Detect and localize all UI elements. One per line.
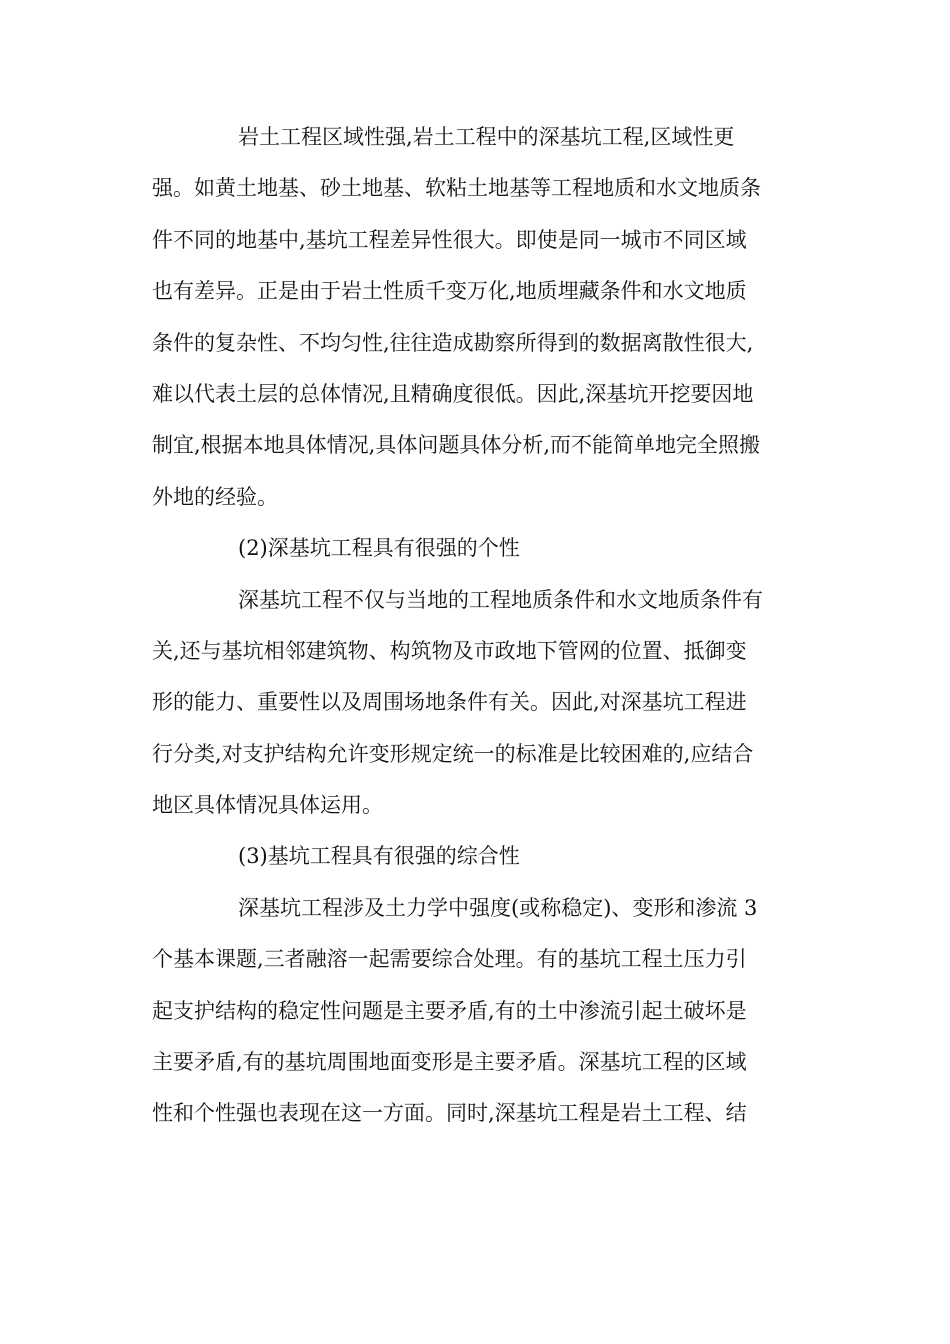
paragraph-line: 个基本课题,三者融溶一起需要综合处理。有的基坑工程土压力引: [152, 947, 747, 972]
paragraph-line: 深基坑工程涉及土力学中强度(或称稳定)、变形和渗流 3: [238, 895, 758, 920]
paragraph-line: 岩土工程区域性强,岩土工程中的深基坑工程,区域性更: [238, 125, 735, 149]
paragraph-line: 地区具体情况具体运用。: [152, 793, 383, 818]
paragraph-line: 也有差异。正是由于岩土性质千变万化,地质埋藏条件和水文地质: [152, 279, 747, 304]
paragraph-line: 强。如黄土地基、砂土地基、软粘土地基等工程地质和水文地质条: [152, 176, 761, 201]
paragraph-line: 条件的复杂性、不均匀性,往往造成勘察所得到的数据离散性很大,: [152, 330, 754, 355]
section-heading: (3)基坑工程具有很强的综合性: [238, 844, 520, 869]
paragraph-line: 行分类,对支护结构允许变形规定统一的标准是比较困难的,应结合: [152, 741, 754, 766]
paragraph-line: 主要矛盾,有的基坑周围地面变形是主要矛盾。深基坑工程的区域: [152, 1050, 747, 1075]
paragraph-line: 形的能力、重要性以及周围场地条件有关。因此,对深基坑工程进: [152, 690, 747, 715]
body-text: [152, 112, 802, 1140]
paragraph-line: 深基坑工程不仅与当地的工程地质条件和水文地质条件有: [238, 587, 763, 612]
section-heading: (2)深基坑工程具有很强的个性: [238, 536, 520, 561]
paragraph-line: 起支护结构的稳定性问题是主要矛盾,有的土中渗流引起土破坏是: [152, 998, 747, 1023]
paragraph-line: 关,还与基坑相邻建筑物、构筑物及市政地下管网的位置、抵御变: [152, 638, 747, 663]
paragraph-line: 性和个性强也表现在这一方面。同时,深基坑工程是岩土工程、结: [152, 1101, 747, 1126]
paragraph-line: 难以代表土层的总体情况,且精确度很低。因此,深基坑开挖要因地: [152, 381, 754, 406]
paragraph-line: 制宜,根据本地具体情况,具体问题具体分析,而不能简单地完全照搬: [152, 433, 761, 458]
paragraph-line: 件不同的地基中,基坑工程差异性很大。即使是同一城市不同区域: [152, 227, 747, 252]
paragraph-line: 外地的经验。: [152, 484, 278, 509]
